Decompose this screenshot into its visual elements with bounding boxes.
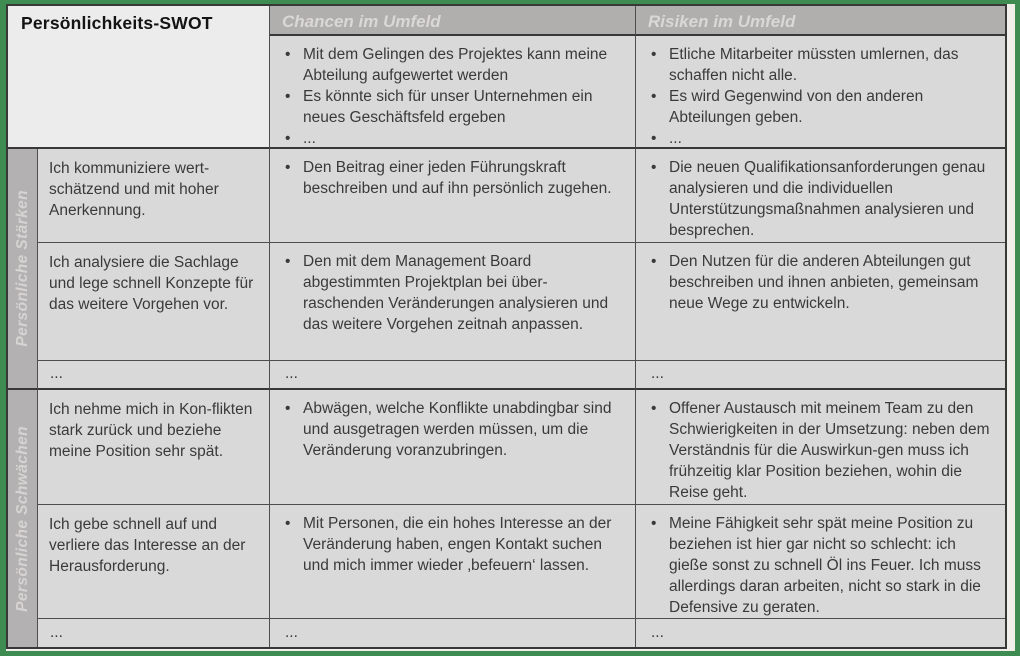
strength-1-risiken-list <box>636 149 1005 241</box>
weakness-dots-statement: ... <box>38 619 270 647</box>
strength-1-risiken-cell <box>636 149 1005 243</box>
bullet-item: • Den Nutzen für die anderen Abteilungen gut beschreiben und ihnen anbieten, gemeinsam neue Wege zu entwickeln. <box>650 251 993 314</box>
section-strip-schwaechen <box>8 390 38 647</box>
strength-dots-statement: ... <box>38 361 270 390</box>
strength-2-chancen-list <box>270 243 635 335</box>
page-title: Persönlichkeits-SWOT <box>21 13 213 33</box>
strength-1-chancen-cell <box>270 149 636 243</box>
strength-2-risiken-list <box>636 243 1005 314</box>
strength-dots-chancen: ... <box>270 361 636 390</box>
strength-dots-risiken: ... <box>636 361 1005 390</box>
title-cell <box>8 6 270 149</box>
bullet-item: • Mit Personen, die ein hohes Interesse an der Veränderung haben, engen Kontakt suchen und mich immer wieder ‚befeuern‘ lassen. <box>284 513 623 576</box>
environment-risiken-list <box>636 36 1005 149</box>
weakness-2-risiken-cell <box>636 505 1005 619</box>
weakness-2-chancen-cell <box>270 505 636 619</box>
section-label-schwaechen: Persönliche Schwächen <box>14 425 31 612</box>
strength-2-chancen-cell <box>270 243 636 361</box>
strength-statement-1: Ich kommuniziere wert-schätzend und mit hoher Anerkennung. <box>38 149 270 243</box>
weakness-1-risiken-list <box>636 390 1005 503</box>
strength-1-chancen-list <box>270 149 635 199</box>
column-header-risiken: Risiken im Umfeld <box>636 6 1005 36</box>
environment-chancen-cell <box>270 36 636 149</box>
weakness-2-chancen-list <box>270 505 635 576</box>
weakness-1-risiken-cell <box>636 390 1005 505</box>
section-strip-staerken <box>8 149 38 390</box>
bullet-item: • Abwägen, welche Konflikte unabdingbar sind und ausgetragen werden müssen, um die Veränderung voranzubringen. <box>284 398 623 461</box>
environment-chancen-list <box>270 36 635 149</box>
bullet-item: • Offener Austausch mit meinem Team zu den Schwierigkeiten in der Umsetzung: neben dem Verständnis für die Auswirkun-gen muss ich frühzeitig klar Position beziehen, wohin die Reise geht. <box>650 398 993 503</box>
bullet-item: • Den mit dem Management Board abgestimmten Projektplan bei über-raschenden Veränderungen analysieren und das weitere Vorgehen zeitnah anpassen. <box>284 251 623 335</box>
weakness-statement-2: Ich gebe schnell auf und verliere das Interesse an der Herausforderung. <box>38 505 270 619</box>
bullet-item: • Etliche Mitarbeiter müssten umlernen, das schaffen nicht alle. <box>650 44 993 86</box>
environment-risiken-cell <box>636 36 1005 149</box>
bullet-item: • Meine Fähigkeit sehr spät meine Position zu beziehen ist hier gar nicht so schlecht: ich gieße sonst zu schnell Öl ins Feuer. Ich muss allerdings daran arbeiten, nicht so stark in die Defensive zu geraten. <box>650 513 993 618</box>
bullet-item: • Es könnte sich für unser Unternehmen ein neues Geschäftsfeld ergeben <box>284 86 623 128</box>
bullet-item: • Es wird Gegenwind von den anderen Abteilungen geben. <box>650 86 993 128</box>
bullet-item: • Die neuen Qualifikationsanforderungen genau analysieren und die individuellen Unterstützungsmaßnahmen analysieren und besprechen. <box>650 157 993 241</box>
swot-table <box>6 4 1007 649</box>
weakness-dots-chancen: ... <box>270 619 636 647</box>
weakness-1-chancen-cell <box>270 390 636 505</box>
strength-statement-2: Ich analysiere die Sachlage und lege schnell Konzepte für das weitere Vorgehen vor. <box>38 243 270 361</box>
bullet-item: • Den Beitrag einer jeden Führungskraft beschreiben und auf ihn persönlich zugehen. <box>284 157 623 199</box>
bullet-item: • ... <box>284 128 623 149</box>
bullet-item: • ... <box>650 128 993 149</box>
column-header-chancen: Chancen im Umfeld <box>270 6 636 36</box>
section-label-staerken: Persönliche Stärken <box>14 190 31 347</box>
weakness-dots-risiken: ... <box>636 619 1005 647</box>
bullet-item: • Mit dem Gelingen des Projektes kann meine Abteilung aufgewertet werden <box>284 44 623 86</box>
strength-2-risiken-cell <box>636 243 1005 361</box>
weakness-statement-1: Ich nehme mich in Kon-flikten stark zurück und beziehe meine Position sehr spät. <box>38 390 270 505</box>
weakness-1-chancen-list <box>270 390 635 461</box>
weakness-2-risiken-list <box>636 505 1005 618</box>
